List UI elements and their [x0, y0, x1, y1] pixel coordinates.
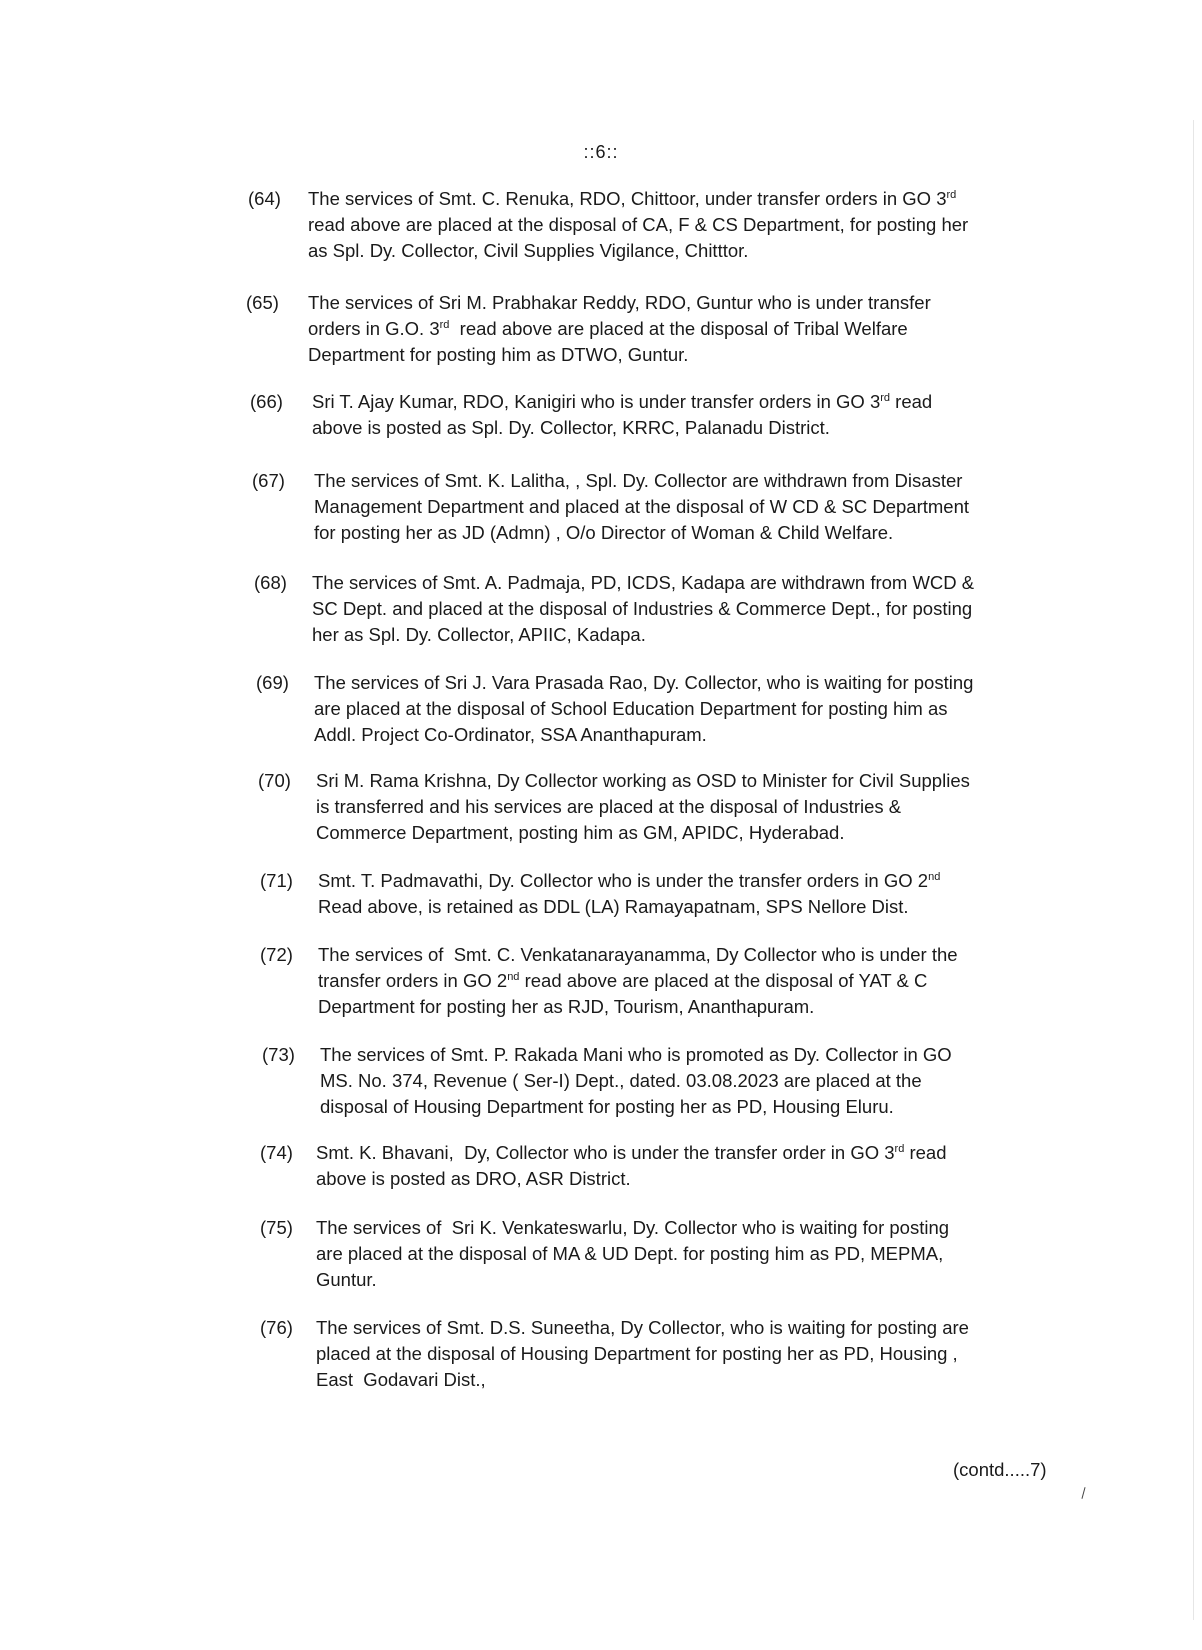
- continuation-note: (contd.....7): [953, 1459, 1047, 1480]
- scan-edge: [1193, 120, 1194, 1620]
- text-segment: Smt. K. Bhavani, Dy, Collector who is under the transfer order in GO 3: [316, 1142, 895, 1163]
- item-number: (67): [252, 470, 285, 491]
- text-segment: Read above, is retained as DDL (LA) Ramayapatnam, SPS Nellore Dist.: [318, 896, 909, 917]
- text-segment: are placed at the disposal of MA & UD Dept. for posting him as PD, MEPMA,: [316, 1243, 944, 1264]
- item-number: (66): [250, 391, 283, 412]
- text-segment: read above are placed at the disposal of Tribal Welfare: [449, 318, 908, 339]
- text-line: [308, 290, 1023, 316]
- text-segment: The services of Sri K. Venkateswarlu, Dy. Collector who is waiting for posting: [316, 1217, 950, 1238]
- text-line: [316, 1166, 1031, 1192]
- text-line: [312, 596, 1027, 622]
- text-line: [320, 1068, 1035, 1094]
- item-text: [316, 768, 1031, 846]
- item-text: [308, 186, 1023, 264]
- text-segment: is transferred and his services are placed at the disposal of Industries &: [316, 796, 902, 817]
- text-line: [308, 238, 1023, 264]
- text-segment: The services of Smt. C. Venkatanarayanamma, Dy Collector who is under the: [318, 944, 958, 965]
- text-line: [316, 1215, 1031, 1241]
- ordinal-suffix: nd: [507, 970, 520, 983]
- item-number: (75): [260, 1217, 293, 1238]
- text-line: [308, 342, 1023, 368]
- item-number: (65): [246, 292, 279, 313]
- ordinal-suffix: nd: [928, 870, 941, 883]
- text-line: [318, 968, 1033, 994]
- item-number: (68): [254, 572, 287, 593]
- text-segment: Department for posting her as RJD, Tourism, Ananthapuram.: [318, 996, 815, 1017]
- text-line: [312, 415, 1027, 441]
- text-line: [314, 722, 1029, 748]
- text-line: [316, 794, 1031, 820]
- text-segment: read above are placed at the disposal of CA, F & CS Department, for posting her: [308, 214, 969, 235]
- text-segment: SC Dept. and placed at the disposal of Industries & Commerce Dept., for posting: [312, 598, 973, 619]
- text-line: [316, 820, 1031, 846]
- text-segment: The services of Smt. C. Renuka, RDO, Chittoor, under transfer orders in GO 3: [308, 188, 947, 209]
- text-line: [316, 1341, 1031, 1367]
- text-line: [314, 494, 1029, 520]
- text-line: [308, 212, 1023, 238]
- item-number: (76): [260, 1317, 293, 1338]
- text-line: [312, 389, 1027, 415]
- ordinal-suffix: rd: [439, 318, 450, 331]
- text-segment: The services of Smt. A. Padmaja, PD, ICDS, Kadapa are withdrawn from WCD &: [312, 572, 975, 593]
- text-segment: MS. No. 374, Revenue ( Ser-I) Dept., dated. 03.08.2023 are placed at the: [320, 1070, 922, 1091]
- text-segment: The services of Smt. P. Rakada Mani who is promoted as Dy. Collector in GO: [320, 1044, 952, 1065]
- text-line: [308, 316, 1023, 342]
- item-number: (71): [260, 870, 293, 891]
- text-segment: above is posted as DRO, ASR District.: [316, 1168, 631, 1189]
- text-segment: East Godavari Dist.,: [316, 1369, 486, 1390]
- text-line: [318, 942, 1033, 968]
- item-text: [308, 290, 1023, 368]
- text-line: [308, 186, 1023, 212]
- text-segment: The services of Smt. K. Lalitha, , Spl. Dy. Collector are withdrawn from Disaster: [314, 470, 963, 491]
- ordinal-suffix: rd: [946, 188, 957, 201]
- text-line: [312, 570, 1027, 596]
- item-text: [314, 670, 1029, 748]
- text-segment: read above are placed at the disposal of YAT & C: [519, 970, 928, 991]
- ordinal-suffix: rd: [880, 391, 891, 404]
- item-text: [320, 1042, 1035, 1120]
- item-number: (69): [256, 672, 289, 693]
- item-text: [316, 1215, 1031, 1293]
- text-segment: transfer orders in GO 2: [318, 970, 508, 991]
- text-segment: Department for posting him as DTWO, Guntur.: [308, 344, 689, 365]
- text-segment: placed at the disposal of Housing Department for posting her as PD, Housing ,: [316, 1343, 958, 1364]
- item-text: [316, 1315, 1031, 1393]
- text-segment: Commerce Department, posting him as GM, APIDC, Hyderabad.: [316, 822, 845, 843]
- text-segment: as Spl. Dy. Collector, Civil Supplies Vigilance, Chitttor.: [308, 240, 749, 261]
- text-segment: Smt. T. Padmavathi, Dy. Collector who is under the transfer orders in GO 2: [318, 870, 929, 891]
- text-line: [314, 520, 1029, 546]
- item-text: [312, 389, 1027, 441]
- item-text: [318, 942, 1033, 1020]
- text-line: [318, 894, 1033, 920]
- item-number: (73): [262, 1044, 295, 1065]
- text-segment: orders in G.O. 3: [308, 318, 440, 339]
- item-number: (70): [258, 770, 291, 791]
- text-segment: read: [904, 1142, 947, 1163]
- text-line: [320, 1042, 1035, 1068]
- item-number: (74): [260, 1142, 293, 1163]
- text-segment: her as Spl. Dy. Collector, APIIC, Kadapa.: [312, 624, 646, 645]
- text-segment: for posting her as JD (Admn) , O/o Director of Woman & Child Welfare.: [314, 522, 894, 543]
- text-segment: Guntur.: [316, 1269, 377, 1290]
- item-text: [314, 468, 1029, 546]
- text-segment: are placed at the disposal of School Education Department for posting him as: [314, 698, 948, 719]
- text-line: [316, 1367, 1031, 1393]
- text-line: [316, 1140, 1031, 1166]
- text-line: [318, 868, 1033, 894]
- text-line: [314, 468, 1029, 494]
- item-text: [316, 1140, 1031, 1192]
- text-line: [314, 696, 1029, 722]
- ordinal-suffix: rd: [894, 1142, 905, 1155]
- text-line: [316, 768, 1031, 794]
- text-segment: Sri T. Ajay Kumar, RDO, Kanigiri who is under transfer orders in GO 3: [312, 391, 881, 412]
- page-number: ::6::: [583, 142, 619, 162]
- pen-mark: [1081, 1487, 1085, 1499]
- item-text: [318, 868, 1033, 920]
- item-number: (72): [260, 944, 293, 965]
- text-line: [316, 1241, 1031, 1267]
- text-segment: Sri M. Rama Krishna, Dy Collector working as OSD to Minister for Civil Supplies: [316, 770, 970, 791]
- text-segment: above is posted as Spl. Dy. Collector, KRRC, Palanadu District.: [312, 417, 830, 438]
- text-segment: The services of Sri M. Prabhakar Reddy, RDO, Guntur who is under transfer: [308, 292, 931, 313]
- text-line: [316, 1315, 1031, 1341]
- text-line: [316, 1267, 1031, 1293]
- text-line: [312, 622, 1027, 648]
- text-segment: disposal of Housing Department for posting her as PD, Housing Eluru.: [320, 1096, 894, 1117]
- text-segment: The services of Smt. D.S. Suneetha, Dy Collector, who is waiting for posting are: [316, 1317, 969, 1338]
- text-segment: read: [890, 391, 933, 412]
- item-text: [312, 570, 1027, 648]
- text-line: [320, 1094, 1035, 1120]
- text-line: [318, 994, 1033, 1020]
- text-segment: The services of Sri J. Vara Prasada Rao, Dy. Collector, who is waiting for posting: [314, 672, 974, 693]
- text-segment: Addl. Project Co-Ordinator, SSA Ananthapuram.: [314, 724, 707, 745]
- text-segment: Management Department and placed at the disposal of W CD & SC Department: [314, 496, 970, 517]
- text-line: [314, 670, 1029, 696]
- item-number: (64): [248, 188, 281, 209]
